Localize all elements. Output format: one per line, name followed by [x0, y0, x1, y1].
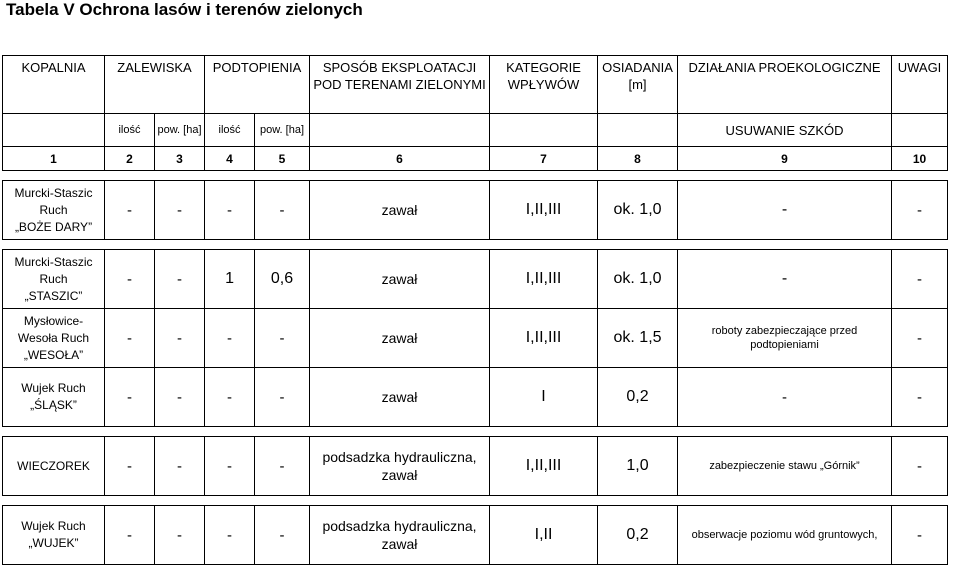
table-row [3, 181, 948, 240]
header-kategorie: KATEGORIE WPŁYWÓW [490, 56, 598, 114]
sposob-cell: zawał [310, 250, 490, 309]
podtopienia-ilosc-cell: 1 [205, 250, 255, 309]
mine-name-line: Ruch [39, 271, 68, 286]
podtopienia-ilosc-cell: - [205, 506, 255, 565]
mine-name-line: Ruch [39, 202, 68, 217]
uwagi-cell: - [892, 250, 948, 309]
zalewiska-pow-cell: - [155, 506, 205, 565]
podtopienia-ilosc-cell: - [205, 309, 255, 368]
column-number: 9 [678, 147, 892, 171]
dzialania-cell: roboty zabezpieczające przed podtopieniami [678, 309, 892, 368]
mine-name-line: Wujek Ruch [21, 519, 86, 533]
podtopienia-pow-cell: - [255, 437, 310, 496]
header-sposob: SPOSÓB EKSPLOATACJI POD TERENAMI ZIELONYMI [310, 56, 490, 114]
header-row [3, 56, 948, 114]
column-number: 8 [598, 147, 678, 171]
podtopienia-pow-cell: - [255, 309, 310, 368]
mine-name-cell [3, 181, 105, 240]
kategorie-cell: I,II,III [490, 309, 598, 368]
mine-name-line: Mysłowice- [23, 313, 84, 328]
table-row [3, 309, 948, 368]
kategorie-cell: I,II,III [490, 250, 598, 309]
uwagi-cell: - [892, 309, 948, 368]
podtopienia-ilosc-cell: - [205, 181, 255, 240]
osiadania-cell: ok. 1,0 [598, 181, 678, 240]
mine-name-line: WIECZOREK [17, 458, 90, 473]
header-zalewiska: ZALEWISKA [105, 56, 205, 114]
osiadania-cell: 1,0 [598, 437, 678, 496]
podtopienia-pow-cell: 0,6 [255, 250, 310, 309]
column-number: 3 [155, 147, 205, 171]
uwagi-cell: - [892, 368, 948, 427]
sposob-cell: podsadzka hydrauliczna, zawał [310, 506, 490, 565]
column-number: 6 [310, 147, 490, 171]
zalewiska-pow-cell: - [155, 368, 205, 427]
header-zalewiska-pow: pow. [ha] [155, 114, 205, 147]
mine-name-line: „WESOŁA” [23, 347, 84, 362]
header-uwagi: UWAGI [892, 56, 948, 114]
mine-name-cell [3, 309, 105, 368]
header-podtopienia: PODTOPIENIA [205, 56, 310, 114]
mine-name-line: Murcki-Staszic [14, 185, 93, 200]
header-dzialania: DZIAŁANIA PROEKOLOGICZNE [678, 56, 892, 114]
mine-name-cell [3, 437, 105, 496]
kategorie-cell: I,II [490, 506, 598, 565]
mine-name-line: Wesoła Ruch [17, 330, 90, 345]
column-number: 2 [105, 147, 155, 171]
zalewiska-ilosc-cell: - [105, 181, 155, 240]
mine-name-line: Wujek Ruch [21, 381, 86, 395]
zalewiska-pow-cell: - [155, 181, 205, 240]
dzialania-cell: - [678, 250, 892, 309]
dzialania-cell: - [678, 368, 892, 427]
dzialania-cell: obserwacje poziomu wód gruntowych, [678, 506, 892, 565]
uwagi-cell: - [892, 506, 948, 565]
column-number: 1 [3, 147, 105, 171]
mine-name-cell [3, 368, 105, 427]
protection-table [2, 55, 948, 565]
table-row [3, 506, 948, 565]
mine-name-cell [3, 506, 105, 565]
column-number: 5 [255, 147, 310, 171]
zalewiska-pow-cell: - [155, 250, 205, 309]
table-row [3, 437, 948, 496]
mine-name-line: „BOŻE DARY” [14, 219, 93, 234]
header-podtopienia-ilosc: ilość [205, 114, 255, 147]
podtopienia-pow-cell: - [255, 368, 310, 427]
kategorie-cell: I [490, 368, 598, 427]
mine-name-line: „WUJEK” [28, 536, 79, 550]
sposob-cell: podsadzka hydrauliczna, zawał [310, 437, 490, 496]
dzialania-cell: - [678, 181, 892, 240]
column-number: 7 [490, 147, 598, 171]
osiadania-cell: 0,2 [598, 506, 678, 565]
mine-name-line: „STASZIC” [24, 288, 83, 303]
zalewiska-ilosc-cell: - [105, 437, 155, 496]
zalewiska-ilosc-cell: - [105, 250, 155, 309]
zalewiska-ilosc-cell: - [105, 309, 155, 368]
table-row [3, 368, 948, 427]
table-row [3, 250, 948, 309]
podtopienia-pow-cell: - [255, 506, 310, 565]
kategorie-cell: I,II,III [490, 437, 598, 496]
page-title: Tabela V Ochrona lasów i terenów zielonych [6, 0, 363, 19]
podtopienia-ilosc-cell: - [205, 368, 255, 427]
mine-name-line: Murcki-Staszic [14, 254, 93, 269]
sposob-cell: zawał [310, 181, 490, 240]
zalewiska-ilosc-cell: - [105, 368, 155, 427]
column-number-row [3, 147, 948, 171]
uwagi-cell: - [892, 437, 948, 496]
mine-name-cell [3, 250, 105, 309]
header-usuwanie: USUWANIE SZKÓD [678, 114, 892, 147]
uwagi-cell: - [892, 181, 948, 240]
osiadania-cell: ok. 1,0 [598, 250, 678, 309]
header-osiadania: OSIADANIA [m] [598, 56, 678, 114]
header-kopalnia: KOPALNIA [3, 56, 105, 114]
header-zalewiska-ilosc: ilość [105, 114, 155, 147]
osiadania-cell: ok. 1,5 [598, 309, 678, 368]
dzialania-cell: zabezpieczenie stawu „Górnik” [678, 437, 892, 496]
osiadania-cell: 0,2 [598, 368, 678, 427]
mine-name-line: „ŚLĄSK” [30, 398, 77, 412]
podtopienia-pow-cell: - [255, 181, 310, 240]
kategorie-cell: I,II,III [490, 181, 598, 240]
zalewiska-pow-cell: - [155, 309, 205, 368]
column-number: 4 [205, 147, 255, 171]
zalewiska-pow-cell: - [155, 437, 205, 496]
subheader-row [3, 114, 948, 147]
sposob-cell: zawał [310, 368, 490, 427]
zalewiska-ilosc-cell: - [105, 506, 155, 565]
column-number: 10 [892, 147, 948, 171]
header-podtopienia-pow: pow. [ha] [255, 114, 310, 147]
podtopienia-ilosc-cell: - [205, 437, 255, 496]
sposob-cell: zawał [310, 309, 490, 368]
